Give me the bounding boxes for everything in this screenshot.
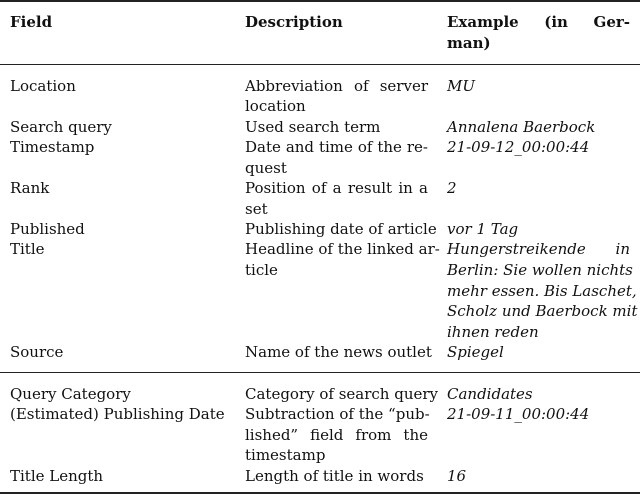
description-title-cont: ticle — [245, 261, 278, 279]
description-query-category: Category of search query — [245, 385, 439, 403]
header-example: Example (in Ger- — [447, 13, 630, 31]
description-location-cont: location — [245, 97, 306, 115]
example-query-category: Candidates — [447, 385, 533, 403]
field-search-query: Search query — [10, 118, 112, 136]
example-title-line-4: Scholz und Baerbock mit — [447, 302, 638, 320]
description-timestamp: Date and time of the re- — [245, 138, 428, 156]
top-rule — [0, 0, 640, 2]
example-title-line-2: Berlin: Sie wollen nichts — [447, 261, 633, 279]
field-location: Location — [10, 77, 76, 95]
description-search-query: Used search term — [245, 118, 381, 136]
description-source: Name of the news outlet — [245, 343, 432, 361]
example-published: vor 1 Tag — [447, 220, 519, 238]
field-title-length: Title Length — [10, 467, 104, 485]
field-title: Title — [10, 240, 45, 258]
description-estimated-publishing-date-cont: lished” field from the — [245, 426, 428, 444]
example-title-length: 16 — [447, 467, 467, 485]
description-published: Publishing date of article — [245, 220, 437, 238]
field-query-category: Query Category — [10, 385, 131, 403]
field-estimated-publishing-date: (Estimated) Publishing Date — [10, 405, 225, 423]
description-timestamp-cont: quest — [245, 159, 287, 177]
description-title-length: Length of title in words — [245, 467, 424, 485]
field-rank: Rank — [10, 179, 50, 197]
field-source: Source — [10, 343, 64, 361]
example-title-line-1: Hungerstreikende in — [447, 240, 630, 258]
description-location: Abbreviation of server — [245, 77, 428, 95]
example-timestamp: 21-09-12_00:00:44 — [447, 138, 590, 156]
header-description: Description — [245, 13, 343, 31]
example-location: MU — [447, 77, 476, 95]
example-title-line-5: ihnen reden — [447, 323, 539, 341]
section-rule — [0, 372, 640, 373]
example-estimated-publishing-date: 21-09-11_00:00:44 — [447, 405, 590, 423]
description-estimated-publishing-date: Subtraction of the “pub- — [245, 405, 430, 423]
header-rule — [0, 64, 640, 65]
example-title-line-3: mehr essen. Bis Laschet, — [447, 282, 637, 300]
example-source: Spiegel — [447, 343, 504, 361]
bottom-rule — [0, 492, 640, 494]
field-published: Published — [10, 220, 85, 238]
description-rank-cont: set — [245, 200, 268, 218]
description-rank: Position of a result in a — [245, 179, 428, 197]
header-field: Field — [10, 13, 53, 31]
example-search-query: Annalena Baerbock — [447, 118, 596, 136]
field-timestamp: Timestamp — [10, 138, 95, 156]
description-estimated-publishing-date-cont-2: timestamp — [245, 446, 326, 464]
header-example-cont: man) — [447, 34, 491, 52]
example-rank: 2 — [447, 179, 457, 197]
description-title: Headline of the linked ar- — [245, 240, 440, 258]
